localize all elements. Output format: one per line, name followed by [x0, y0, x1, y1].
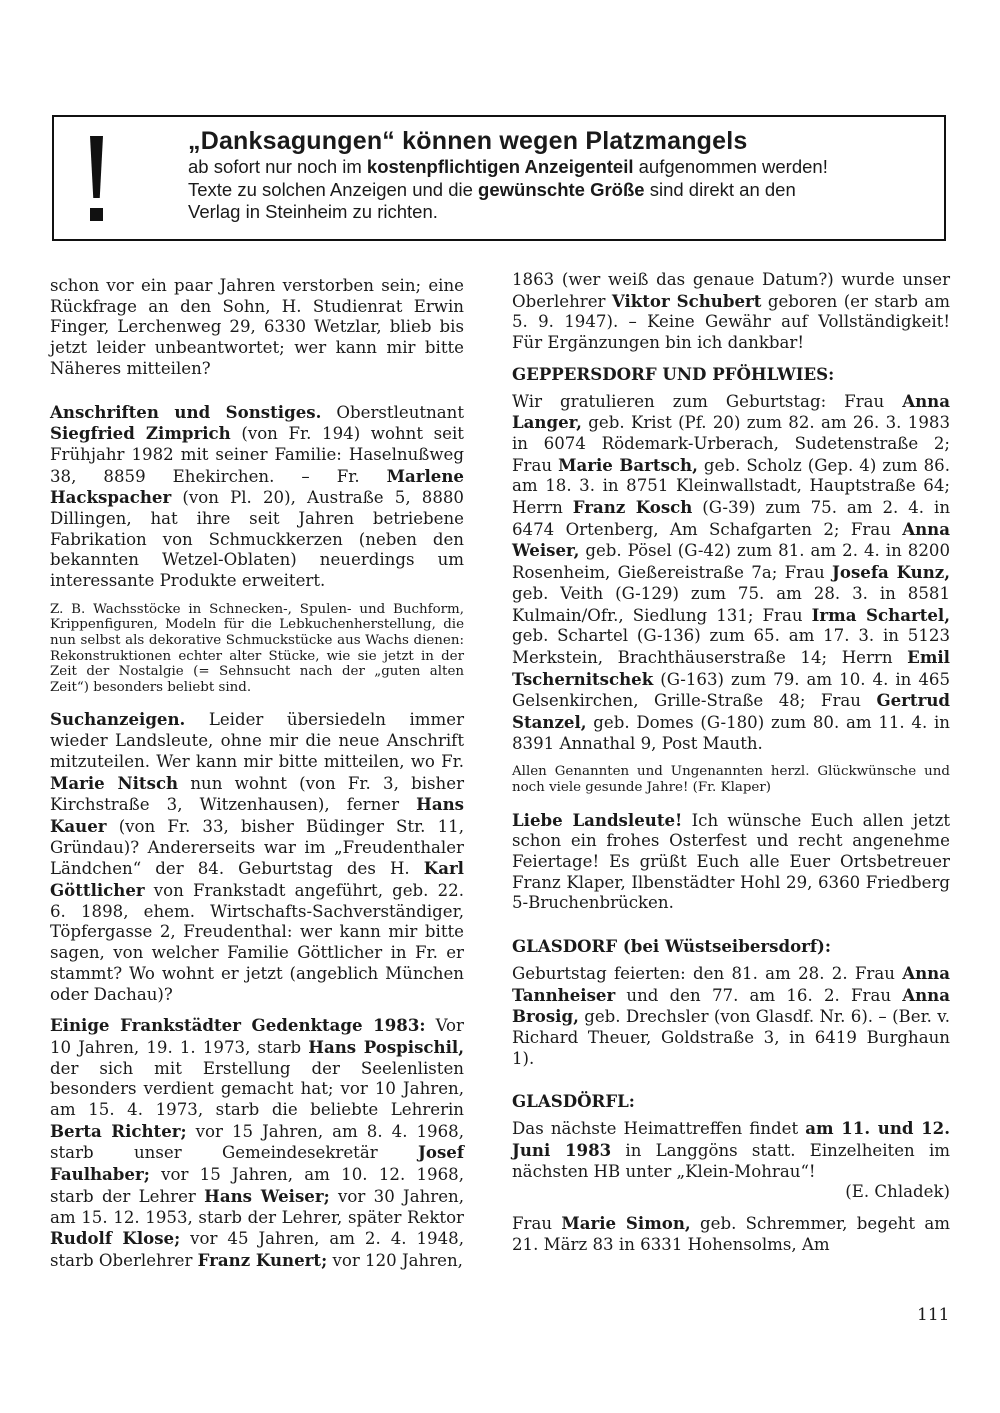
exclamation-icon	[86, 136, 108, 226]
notice-line	[188, 179, 938, 202]
text-run: geb. Veith (G-129) zum 75. am 28. 3. in 8581 Kulmain/Ofr., Siedlung 131; Frau	[512, 583, 950, 625]
bold-text: Anna Weiser,	[512, 518, 950, 561]
text-run: Frau	[512, 1213, 562, 1233]
bold-text: Franz Kosch	[572, 497, 693, 518]
paragraph	[512, 1213, 950, 1255]
text-run: vor 45 Jahren, am 2. 4. 1948, starb Oberlehrer	[50, 1229, 464, 1270]
text-run: geb. Schremmer, begeht am 21. März 83 in 6331 Hohensolms, Am	[512, 1213, 950, 1254]
bold-text: Siegfried Zimprich	[50, 423, 231, 444]
bold-text: Emil Tschernitschek	[512, 646, 950, 689]
bold-text: Hans Weiser;	[204, 1185, 330, 1206]
bold-text: am 11. und 12. Juni 1983	[512, 1118, 950, 1160]
text-run: (von Fr. 33, bisher Büdinger Str. 11, Gründau)? Andererseits war im „Freudenthaler Ländchen“ der 84. Geburtstag des H.	[50, 816, 464, 879]
bold-text: Anna Langer,	[512, 390, 950, 433]
text-run: Das nächste Heimattreffen findet	[512, 1119, 806, 1139]
notice-title: „Danksagungen“ können wegen Platzmangels	[188, 127, 748, 155]
bold-text: Anna Tannheiser	[512, 962, 950, 1005]
bold-text: Anna Brosig,	[512, 984, 950, 1027]
paragraph	[50, 1015, 464, 1271]
text-run: Geburtstag feierten: den 81. am 28. 2. Frau	[512, 963, 903, 983]
text-run: 1863 (wer weiß das genaue Datum?) wurde unser Oberlehrer	[512, 270, 950, 311]
text-run: der sich mit Erstellung der Seelenlisten besonders verdient gemacht hat; vor 10 Jahren, am 15. 4. 1973, starb die beliebte Lehrerin	[50, 1058, 464, 1120]
bold-text: Liebe Landsleute!	[512, 809, 683, 830]
paragraph	[512, 1182, 950, 1203]
bold-text: Irma Schartel,	[811, 604, 950, 625]
paragraph	[50, 602, 464, 696]
notice-line	[188, 201, 938, 224]
bold-text: Rudolf Klose;	[50, 1228, 181, 1249]
bold-text: Viktor Schubert	[611, 290, 762, 311]
text-run: vor 15 Jahren, am 8. 4. 1968, starb unser Gemeindesekretär	[50, 1121, 465, 1163]
bold-text: gewünschte Größe	[478, 178, 645, 200]
right-column	[512, 270, 950, 1265]
text-run: Allen Genannten und Ungenannten herzl. Glückwünsche und noch viele gesunde Jahre! (Fr. Klaper)	[512, 764, 950, 796]
notice-line	[188, 156, 938, 179]
text-run: schon vor ein paar Jahren verstorben sein; eine Rückfrage an den Sohn, H. Studienrat Erwin Finger, Lerchenweg 29, 6330 Wetzlar, blieb bis jetzt leider unbeantwortet; wer kann mir bitte Näheres mitteilen?	[50, 276, 464, 378]
section-heading	[512, 936, 950, 957]
page-number: 111	[917, 1305, 950, 1325]
bold-text: GLASDÖRFL:	[512, 1091, 635, 1112]
paragraph	[50, 709, 464, 1005]
paragraph	[512, 764, 950, 795]
text-run: Ich wünsche Euch allen jetzt schon ein frohes Osterfest und recht angenehme Feiertage! Es grüßt Euch alle Euer Ortsbetreuer Franz Klaper, Ilbenstädter Hohl 29, 6360 Friedberg 5-Bruchenbrücken.	[512, 810, 950, 913]
text-run: vor 15 Jahren, am 10. 12. 1968, starb der Lehrer	[50, 1165, 464, 1206]
text-run: sind direkt an den	[644, 178, 796, 200]
paragraph	[512, 1118, 950, 1182]
paragraph	[512, 391, 950, 755]
bold-text: Suchanzeigen.	[50, 709, 186, 730]
text-run: Vor 10 Jahren, 19. 1. 1973, starb	[50, 1016, 464, 1057]
text-run: (G-163) zum 79. am 10. 4. in 465 Gelsenkirchen, Grille-Straße 48; Frau	[512, 669, 950, 711]
bold-text: Berta Richter;	[50, 1120, 187, 1141]
notice-text	[188, 126, 938, 224]
text-run: Texte zu solchen Anzeigen und die	[188, 178, 479, 200]
paragraph	[50, 276, 464, 380]
bold-text: Karl Göttlicher	[50, 858, 464, 901]
section-heading	[512, 364, 950, 385]
left-column	[50, 276, 464, 1282]
paragraph	[512, 963, 950, 1070]
bold-text: Hans Kauer	[50, 794, 464, 836]
text-run: geboren (er starb am 5. 9. 1947). – Keine Gewähr auf Vollständigkeit! Für Ergänzungen bin ich dankbar!	[512, 291, 950, 353]
text-run: (G-39) zum 75. am 2. 4. in 6474 Ortenberg, Am Schafgarten 2; Frau	[512, 498, 951, 539]
bold-text: Gertrud Stanzel,	[512, 690, 950, 733]
text-run: geb. Domes (G-180) zum 80. am 11. 4. in 8391 Annathal 9, Post Mauth.	[512, 713, 950, 753]
text-run: geb. Drechsler (von Glasdf. Nr. 6). – (Ber. v. Richard Theuer, Goldstraße 3, in 6419 Burghaun 1).	[512, 1007, 950, 1068]
bold-text: Hans Pospischil,	[308, 1036, 464, 1057]
bold-text: Josef Faulhaber;	[50, 1142, 464, 1185]
text-run: geb. Scholz (Gep. 4) zum 86. am 18. 3. in 8751 Kleinwallstadt, Hauptstraße 64; Herrn	[512, 455, 950, 518]
bold-text: Marie Simon,	[561, 1212, 691, 1233]
bold-text: Josefa Kunz,	[832, 562, 950, 583]
text-run: geb. Schartel (G-136) zum 65. am 17. 3. in 5123 Merkstein, Brachthäuserstraße 14; Herrn	[512, 626, 950, 667]
paragraph	[512, 270, 950, 354]
text-run: Z. B. Wachsstöcke in Schnecken-, Spulen- und Buchform, Krippenfiguren, Modeln für die Lebkuchenherstellung, die nun selbst als dekorative Schmuckstücke aus Wachs dienen: Rekonstruktionen echter alter Stücke, wie sie jetzt in der Zeit der Nostalgie (= Sehnsucht nach der „guten alten Zeit“) besonders beliebt sind.	[50, 601, 464, 695]
text-run: vor 120 Jahren,	[327, 1250, 463, 1270]
text-run: und den 77. am 16. 2. Frau	[615, 985, 903, 1005]
text-run: Verlag in Steinheim zu richten.	[188, 201, 438, 222]
text-run: Oberstleutnant	[321, 402, 465, 422]
bold-text: GLASDORF	[512, 936, 618, 957]
text-run: Wir gratulieren zum Geburtstag: Frau	[512, 391, 903, 411]
text-run: Leider übersiedeln immer wieder Landsleute, ohne mir die neue Anschrift mitzuteilen. Wer kann mir bitte mitteilen, wo Fr.	[50, 710, 464, 771]
text-run: ab sofort nur noch im	[188, 156, 367, 177]
bold-text: Marlene Hackspacher	[50, 465, 464, 508]
text-run: geb. Krist (Pf. 20) zum 82. am 26. 3. 1983 in 6074 Rödemark-Urberach, Sudetenstraße 2; Frau	[512, 413, 950, 475]
text-run: (bei Wüstseibersdorf):	[617, 936, 832, 957]
text-run: (von Fr. 194) wohnt seit Frühjahr 1982 mit seiner Familie: Haselnußweg 38, 8859 Ehekirchen. – Fr.	[50, 424, 464, 486]
paragraph	[50, 402, 464, 592]
bold-text: GEPPERSDORF UND PFÖHLWIES:	[512, 363, 835, 384]
bold-text: kostenpflichtigen Anzeigenteil	[366, 156, 634, 177]
bold-text: Anschriften und Sonstiges.	[50, 401, 322, 422]
bold-text: Marie Bartsch,	[558, 454, 698, 475]
text-run: (E. Chladek)	[845, 1182, 950, 1202]
section-heading	[512, 1091, 950, 1112]
bold-text: Franz Kunert;	[197, 1249, 328, 1270]
text-run: aufgenommen werden!	[633, 156, 828, 177]
paragraph	[512, 810, 950, 915]
text-run: (von Pl. 20), Austraße 5, 8880 Dillingen, hat ihre seit Jahren betriebene Fabrikation von Schmuckkerzen (neben den bekannten Wetzel-Oblaten) neuerdings um interessante Produkte erweitert.	[50, 488, 464, 591]
bold-text: Marie Nitsch	[50, 772, 179, 793]
text-run: von Frankstadt angeführt, geb. 22. 6. 1898, ehem. Wirtschafts-Sachverständiger, Töpfergasse 2, Freudenthal: wer kann mir bitte sagen, von welcher Familie Göttlicher in Fr. er stammt? Wo wohnt er jetzt (angeblich München oder Dachau)?	[50, 881, 464, 1004]
bold-text: Einige Frankstädter Gedenktage 1983:	[50, 1015, 426, 1036]
text-run: geb. Pösel (G-42) zum 81. am 2. 4. in 8200 Rosenheim, Gießereistraße 7a; Frau	[512, 541, 950, 583]
text-run: nun wohnt (von Fr. 3, bisher Kirchstraße 3, Witzenhausen), ferner	[50, 773, 464, 815]
text-run: in Langgöns statt. Einzelheiten im nächsten HB unter „Klein-Mohrau“!	[512, 1140, 950, 1181]
text-run: vor 30 Jahren, am 15. 12. 1953, starb der Lehrer, später Rektor	[50, 1186, 465, 1227]
